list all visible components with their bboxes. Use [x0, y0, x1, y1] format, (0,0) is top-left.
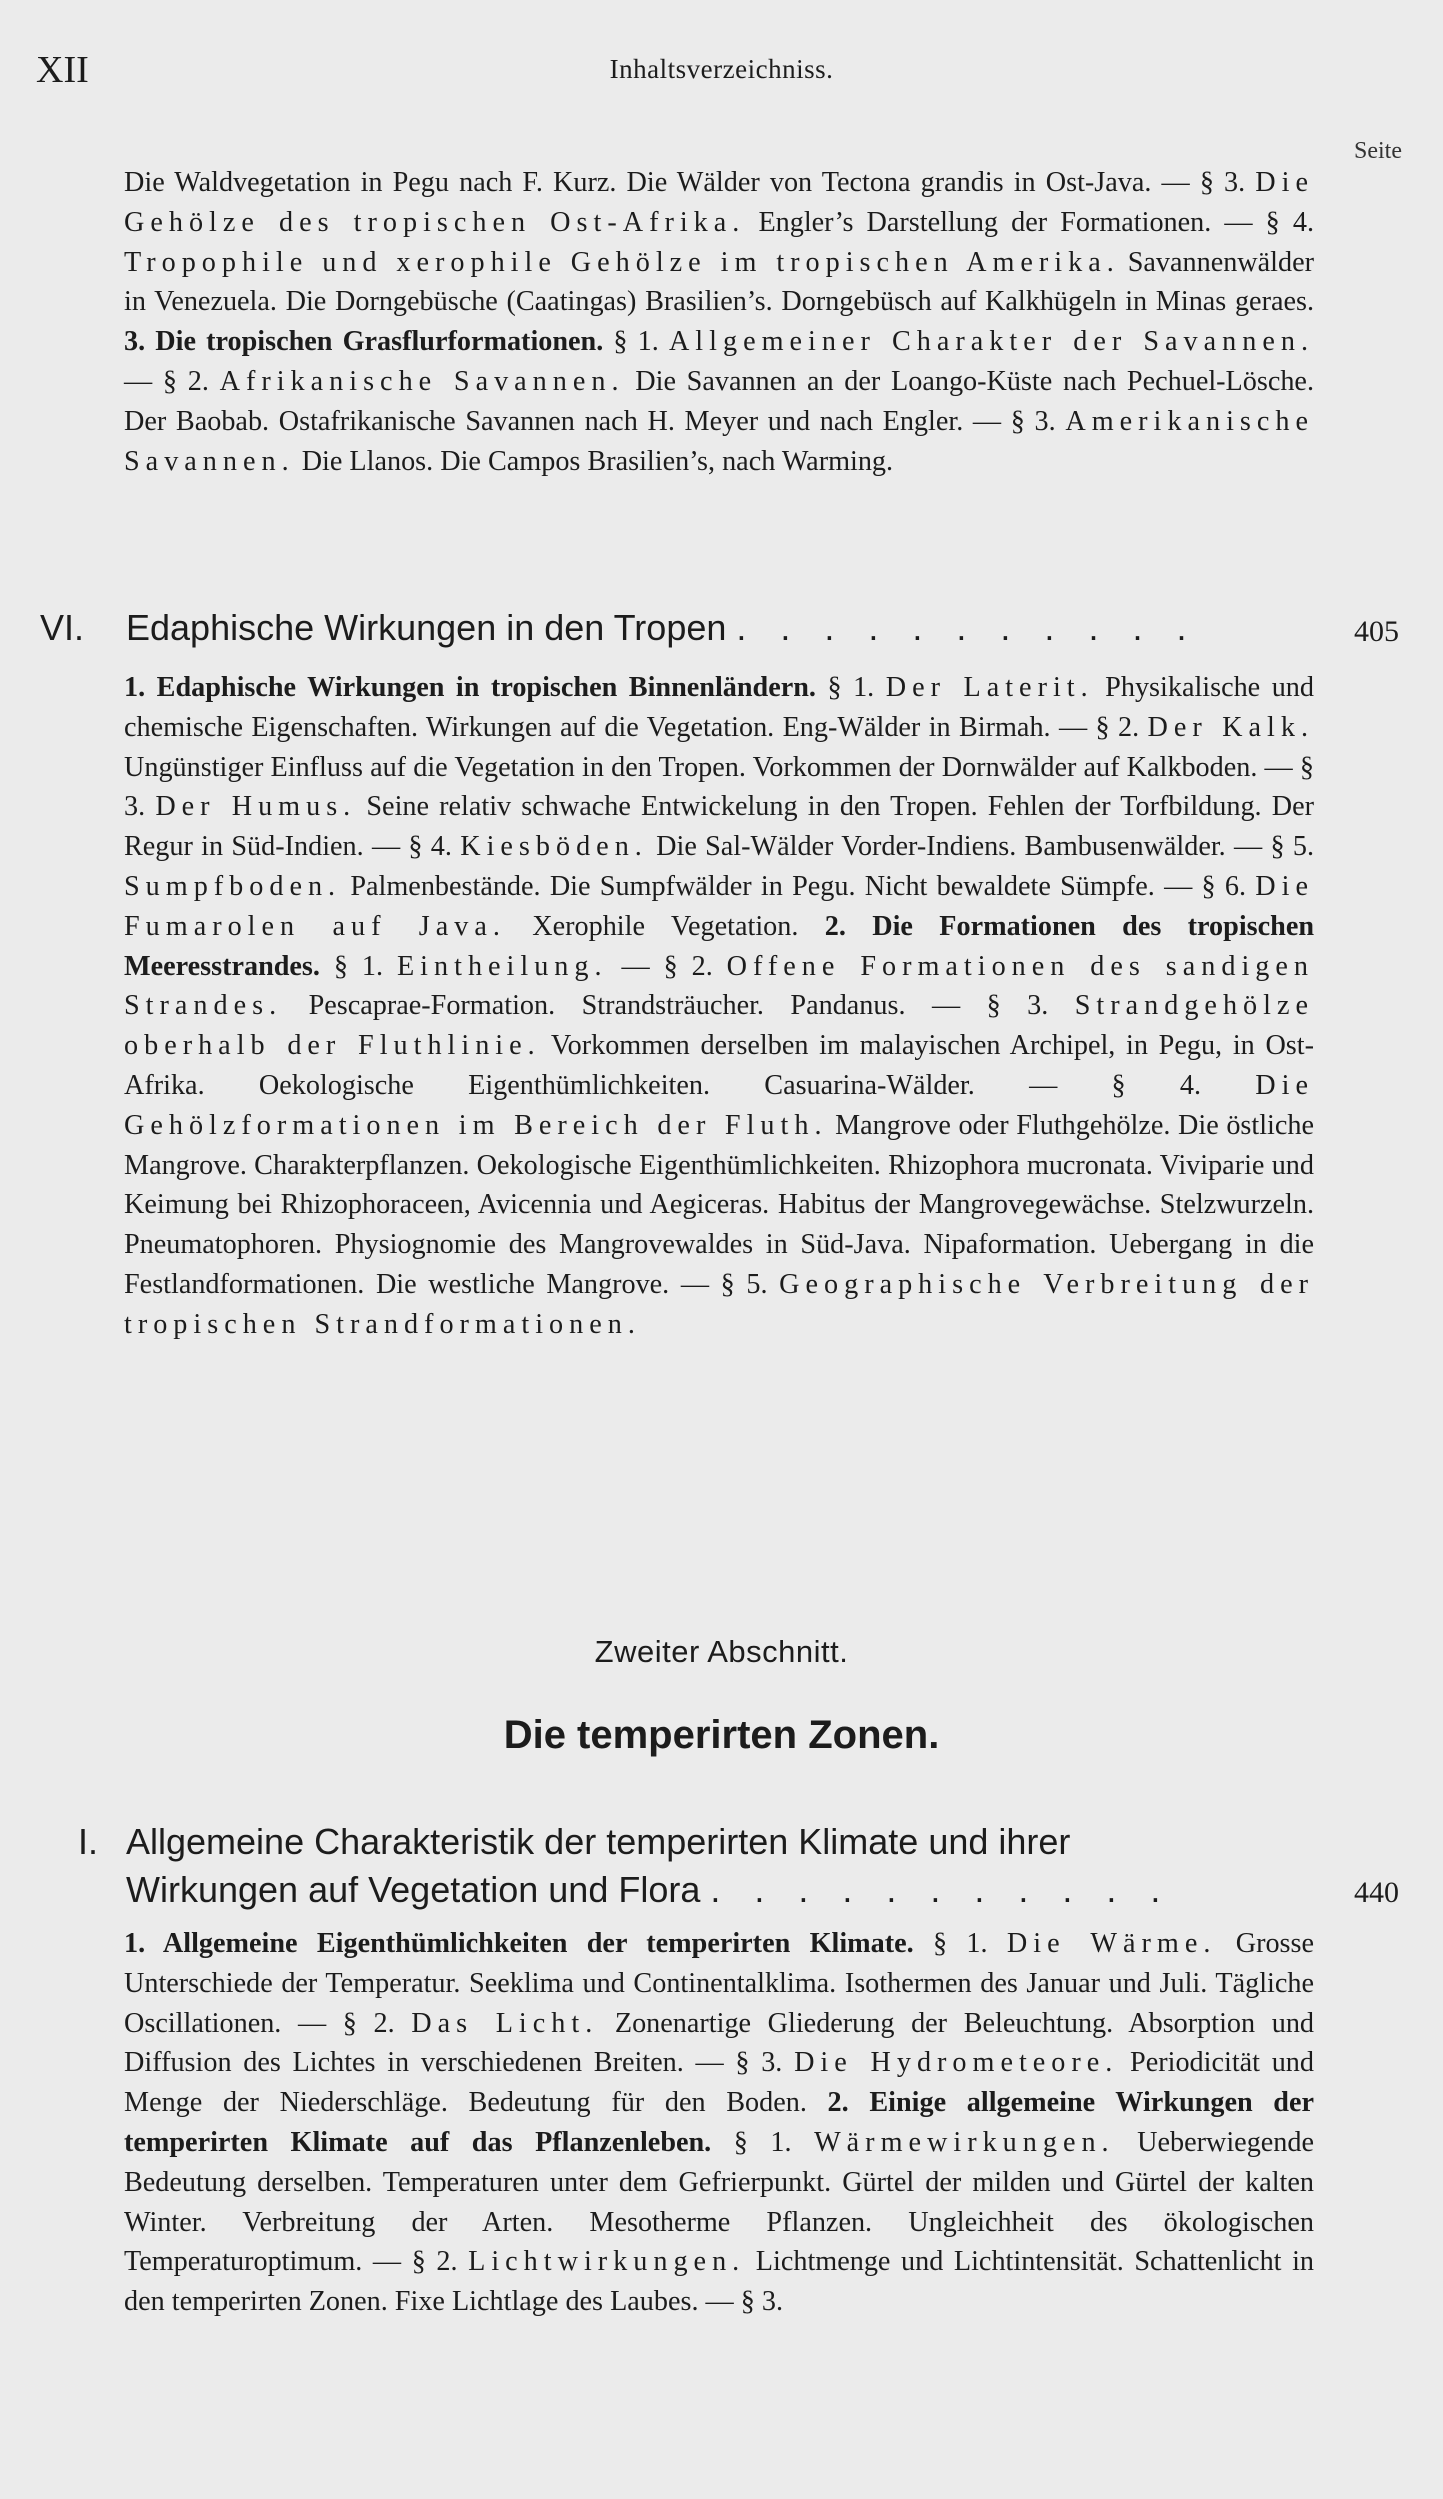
toc-text: Savannenwälder in Venezuela. Die Dorngebüsche (Caatingas) Brasilien’s. Dorngebüsch auf Kalkhügeln in Minas geraes. [124, 246, 1314, 318]
heading-numeral: VI. [40, 607, 85, 648]
toc-spaced-term: Wärmewirkungen. [814, 2126, 1115, 2158]
toc-bold-heading: 2. Die Formationen des tropischen Meeresstrandes. [124, 910, 1315, 982]
toc-spaced-term: Kiesböden. [460, 831, 648, 863]
toc-text: Palmenbestände. Die Sumpfwälder in Pegu. Nicht bewaldete Sümpfe. — § 6. [341, 870, 1256, 902]
toc-text: Die Sal-Wälder Vorder-Indiens. Bambusenwälder. — § 5. [647, 831, 1314, 863]
toc-heading-i [40, 1818, 1320, 1914]
toc-spaced-term: Strandgehölze oberhalb der Fluthlinie. [124, 990, 1314, 1062]
toc-spaced-term: Die Gehölzformationen im Bereich der Fluth. [124, 1069, 1314, 1141]
toc-block-temperate-climates [124, 1924, 1314, 2322]
toc-spaced-term: Der Kalk. [1147, 711, 1314, 743]
leader-dots: . . . . . . . . . . . [710, 1869, 1173, 1910]
toc-bold-heading: 2. Einige allgemeine Wirkungen der temperirten Klimate auf das Pflanzenleben. [124, 2087, 1315, 2158]
heading-title: Edaphische Wirkungen in den Tropen [126, 607, 727, 648]
leader-dots: . . . . . . . . . . . [736, 607, 1199, 648]
toc-text: § 1. [815, 672, 886, 703]
heading-numeral: I. [78, 1821, 99, 1862]
page-number: XII [36, 49, 89, 91]
toc-text: Seine relativ schwache Entwickelung in den Tropen. Fehlen der Torfbildung. Der Regur in Süd-Indien. — § 4. [124, 791, 1315, 863]
toc-text: Grosse Unterschiede der Temperatur. Seeklima und Continentalklima. Isothermen des Januar und Juli. Tägliche Oscillationen. — § 2. [124, 1928, 1314, 2039]
toc-spaced-term: Amerikanische Savannen. [124, 405, 1314, 477]
toc-spaced-term: Der Humus. [155, 791, 357, 823]
toc-text: § 1. [711, 2126, 815, 2158]
toc-text: Zonenartige Gliederung der Beleuchtung. Absorption und Diffusion des Lichtes in verschiedenen Breiten. — § 3. [124, 2007, 1315, 2079]
toc-text: § 1. [913, 1928, 1007, 1959]
toc-spaced-term: Eintheilung. [396, 950, 608, 982]
toc-text: — § 2. [607, 950, 727, 982]
toc-text: Die Llanos. Die Campos Brasilien’s, nach Warming. [294, 445, 894, 477]
toc-spaced-term: Allgemeiner Charakter der Savannen. [668, 326, 1315, 358]
toc-spaced-term: Afrikanische Savannen. [219, 365, 625, 397]
toc-text: Lichtmenge und Lichtintensität. Schattenlicht in den temperirten Zonen. Fixe Lichtlage des Laubes. — § 3. [124, 2246, 1315, 2318]
toc-spaced-term: Das Licht. [411, 2007, 599, 2039]
toc-spaced-term: Tropophile und xerophile Gehölze im tropischen Amerika. [124, 246, 1120, 278]
toc-spaced-term: Der Laterit. [885, 672, 1094, 703]
toc-spaced-term: Die Fumarolen auf Java. [124, 870, 1314, 942]
toc-spaced-term: Geographische Verbreitung der tropischen Strandformationen. [124, 1268, 1314, 1340]
section-label: Zweiter Abschnitt. [594, 1634, 849, 1669]
toc-page-number: 440 [1354, 1876, 1399, 1909]
toc-text: § 1. [319, 950, 397, 982]
toc-text: Xerophile Vegetation. [505, 910, 825, 942]
toc-text: — § 2. [124, 365, 220, 397]
toc-page-number: 405 [1354, 615, 1399, 648]
toc-spaced-term: Die Gehölze des tropischen Ost-Afrika. [124, 167, 1314, 238]
toc-bold-heading: 1. Edaphische Wirkungen in tropischen Binnenländern. [124, 672, 816, 703]
toc-spaced-term: Die Hydrometeore. [794, 2047, 1119, 2079]
toc-text: Vorkommen derselben im malayischen Archipel, in Pegu, in Ost-Afrika. Oekologische Eigenthümlichkeiten. Casuarina-Wälder. — § 4. [124, 1030, 1314, 1101]
toc-spaced-term: Die Wärme. [1006, 1928, 1217, 1959]
toc-text: Engler’s Darstellung der Formationen. — § 4. [745, 206, 1314, 238]
seite-label: Seite [1354, 138, 1402, 164]
toc-text: Die Savannen an der Loango-Küste nach Pechuel-Lösche. Der Baobab. Ostafrikanische Savannen nach H. Meyer und nach Engler. — § 3. [124, 365, 1314, 437]
toc-spaced-term: Offene Formationen des sandigen Strandes. [124, 950, 1315, 1022]
toc-bold-heading: 3. Die tropischen Grasflurformationen. [124, 326, 604, 358]
toc-text: Physikalische und chemische Eigenschaften. Wirkungen auf die Vegetation. Eng-Wälder in Birmah. — § 2. [124, 672, 1314, 743]
toc-text: Ungünstiger Einfluss auf die Vegetation in den Tropen. Vorkommen der Dornwälder auf Kalkboden. — § 3. [124, 751, 1314, 823]
toc-block-tropical-formations [124, 163, 1314, 481]
section-title: Die temperirten Zonen. [503, 1713, 940, 1757]
toc-spaced-term: Lichtwirkungen. [468, 2246, 746, 2278]
heading-title-line2: Wirkungen auf Vegetation und Flora . . . . . . . . . . . [126, 1869, 1173, 1910]
toc-text: Mangrove oder Fluthgehölze. Die östliche Mangrove. Charakterpflanzen. Oekologische Eigenthümlichkeiten. Rhizophora mucronata. Viviparie und Keimung bei Rhizophoraceen, Avicennia und Aegiceras. Habitus der Mangrovegewächse. Stelzwurzeln. Pneumatophoren. Physiognomie des Mangrovewaldes in Süd-Java. Nipaformation. Uebergang in die Festlandformationen. Die westliche Mangrove. — § 5. [124, 1109, 1314, 1300]
heading-title-line1: Allgemeine Charakteristik der temperirten Klimate und ihrer [126, 1821, 1071, 1862]
toc-text: Periodicität und Menge der Niederschläge. Bedeutung für den Boden. [124, 2047, 1314, 2119]
toc-text: Die Waldvegetation in Pegu nach F. Kurz. Die Wälder von Tectona grandis in Ost-Java. — § 3. [124, 167, 1256, 198]
toc-spaced-term: Sumpfboden. [124, 870, 342, 902]
toc-block-edaphic [124, 668, 1314, 1345]
toc-text: Pescaprae-Formation. Strandsträucher. Pandanus. — § 3. [282, 990, 1075, 1022]
toc-text: Ueberwiegende Bedeutung derselben. Temperaturen unter dem Gefrierpunkt. Gürtel der milden und Gürtel der kalten Winter. Verbreitung der Arten. Mesotherme Pflanzen. Ungleichheit des ökologischen Temperaturoptimum. — § 2. [124, 2126, 1314, 2278]
toc-heading-vi [40, 604, 1320, 652]
running-title: Inhaltsverzeichniss. [609, 54, 834, 84]
toc-text: § 1. [603, 326, 669, 358]
toc-bold-heading: 1. Allgemeine Eigenthümlichkeiten der temperirten Klimate. [124, 1928, 914, 1959]
